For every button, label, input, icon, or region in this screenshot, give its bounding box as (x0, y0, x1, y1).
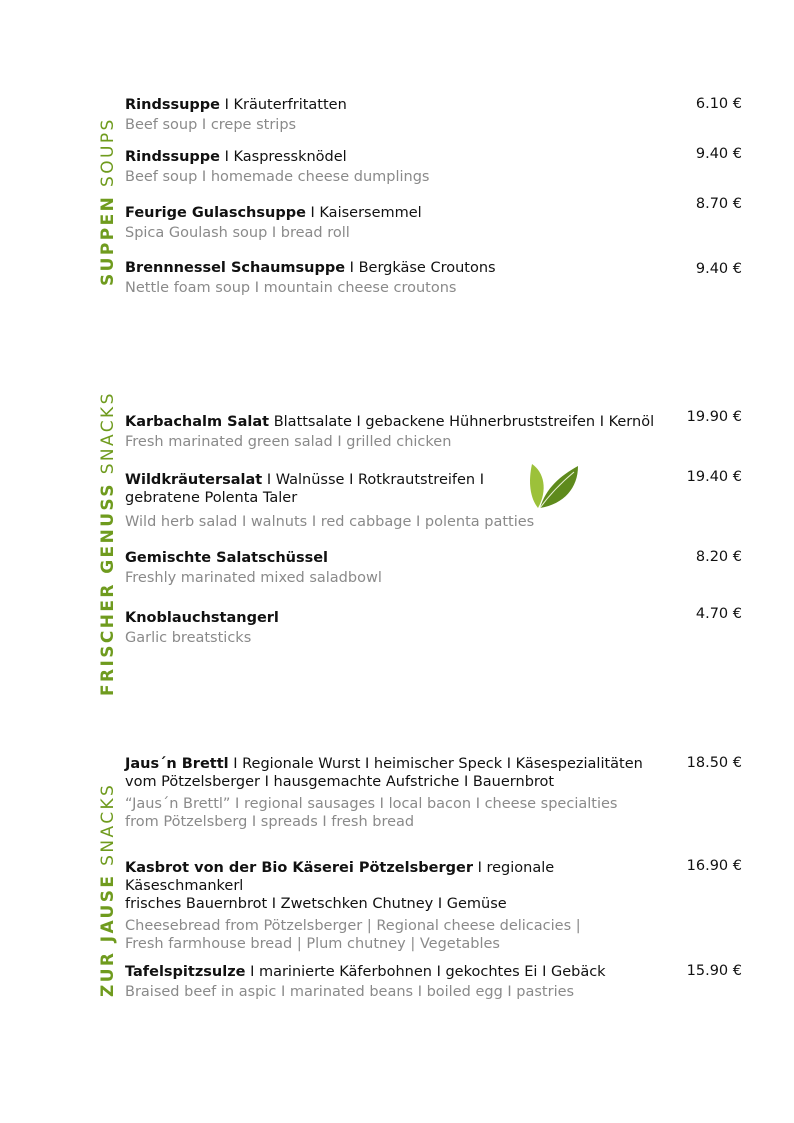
menu-item (125, 549, 670, 587)
menu-item-translation: Braised beef in aspic I marinated beans I boiled egg I pastries (125, 984, 575, 1000)
menu-item-translation: Fresh marinated green salad I grilled chicken (125, 434, 452, 450)
menu-item-title: Kasbrot von der Bio Käserei Pötzelsberger I regionale Käseschmankerl (125, 860, 555, 894)
section-label-soups: SUPPEN SOUPS (98, 117, 118, 286)
menu-item-title-line2: vom Pötzelsberger I hausgemachte Aufstriche I Bauernbrot (125, 774, 555, 790)
menu-item-price: 18.50 € (686, 755, 742, 771)
menu-item (125, 963, 670, 1001)
menu-item-title: Knoblauchstangerl (125, 610, 279, 626)
menu-item (125, 609, 670, 647)
menu-item-title: Rindssuppe I Kräuterfritatten (125, 97, 347, 113)
menu-item-price: 9.40 € (695, 146, 742, 162)
menu-item-price: 8.20 € (695, 549, 742, 565)
menu-item-price: 4.70 € (695, 606, 742, 622)
menu-item-translation: Wild herb salad I walnuts I red cabbage I polenta patties (125, 514, 535, 530)
section-label-fresh-snacks: FRISCHER GENUSS SNACKS (98, 391, 118, 696)
menu-item-price: 9.40 € (695, 261, 742, 277)
menu-item (125, 259, 670, 297)
menu-item-price: 19.90 € (686, 409, 742, 425)
menu-item-price: 8.70 € (695, 196, 742, 212)
vegetarian-leaf-icon (528, 462, 580, 510)
menu-item-title: Feurige Gulaschsuppe I Kaisersemmel (125, 205, 422, 221)
menu-item-title: Tafelspitzsulze I marinierte Käferbohnen I gekochtes Ei I Gebäck (125, 964, 606, 980)
menu-item-title: Brennnessel Schaumsuppe I Bergkäse Croutons (125, 260, 496, 276)
menu-item-translation: Beef soup I homemade cheese dumplings (125, 169, 430, 185)
menu-item-price: 16.90 € (686, 858, 742, 874)
menu-item-title-line2: frisches Bauernbrot I Zwetschken Chutney I Gemüse (125, 896, 507, 912)
menu-item-translation: “Jaus´n Brettl” I regional sausages I local bacon I cheese specialties (125, 796, 618, 812)
menu-item (125, 413, 675, 451)
menu-item-translation: Garlic breatsticks (125, 630, 252, 646)
menu-item-translation: Beef soup I crepe strips (125, 117, 297, 133)
menu-item-title: Rindssuppe I Kaspressknödel (125, 149, 347, 165)
menu-item-translation: Freshly marinated mixed saladbowl (125, 570, 382, 586)
menu-item (125, 96, 670, 134)
menu-item-title: Jaus´n Brettl I Regionale Wurst I heimischer Speck I Käsespezialitäten (125, 756, 643, 772)
menu-item-title: Karbachalm Salat Blattsalate I gebackene Hühnerbruststreifen I Kernöl (125, 414, 655, 430)
section-label-jause-snacks: ZUR JAUSE SNACKS (98, 782, 118, 997)
menu-item-price: 15.90 € (686, 963, 742, 979)
menu-item-title: Wildkräutersalat I Walnüsse I Rotkrautstreifen I (125, 472, 484, 488)
menu-item (125, 148, 670, 186)
menu-item (125, 471, 670, 531)
menu-item-translation: Cheesebread from Pötzelsberger | Regional cheese delicacies | (125, 918, 581, 934)
menu-item-price: 19.40 € (686, 469, 742, 485)
menu-item (125, 204, 670, 242)
menu-item-translation-line2: Fresh farmhouse bread | Plum chutney | Vegetables (125, 936, 500, 952)
menu-item-translation-line2: from Pötzelsberg I spreads I fresh bread (125, 814, 415, 830)
menu-item-title: Gemischte Salatschüssel (125, 550, 329, 566)
menu-item-title-line2: gebratene Polenta Taler (125, 490, 298, 506)
menu-item (125, 755, 670, 831)
menu-item-translation: Nettle foam soup I mountain cheese croutons (125, 280, 457, 296)
menu-item-translation: Spica Goulash soup I bread roll (125, 225, 350, 241)
menu-item-price: 6.10 € (695, 96, 742, 112)
menu-item (125, 859, 670, 953)
